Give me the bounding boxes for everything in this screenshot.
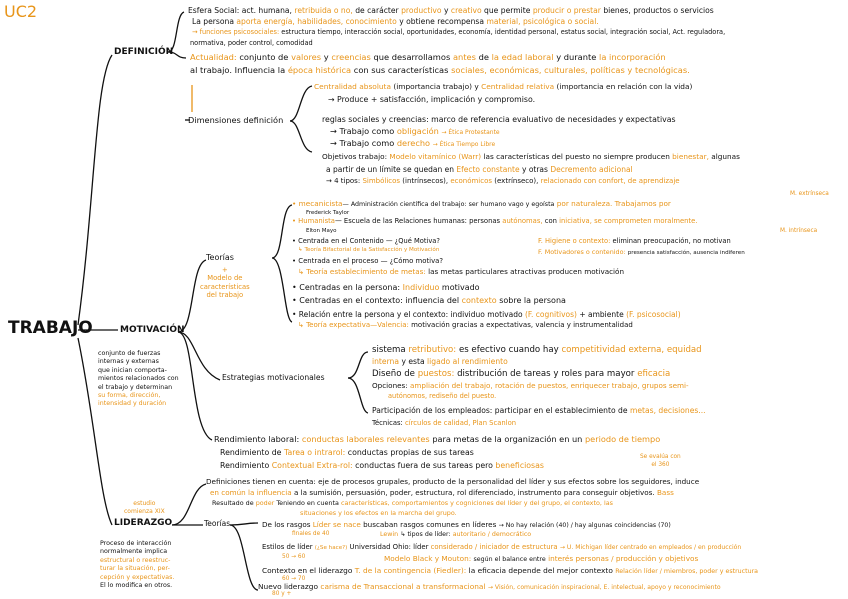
tipos-lider: Lewin ↳ tipos de líder: autoritario / democrático bbox=[380, 531, 532, 538]
dimension-obligacion: → Trabajo como obligación → Ética Protestante bbox=[330, 126, 500, 136]
connector-root-definicion bbox=[78, 55, 112, 325]
dimension-reglas: reglas sociales y creencias: marco de referencia evaluativo de necesidades y expectativas bbox=[322, 115, 676, 124]
definicion-line-5: Actualidad: conjunto de valores y creencias que desarrollamos antes de la edad laboral y durante la incorporación bbox=[190, 52, 666, 62]
estrategias-label: Estrategias motivacionales bbox=[222, 373, 325, 382]
liderazgo-definiciones: Definiciones tienen en cuenta: eje de procesos grupales, producto de la personalidad del líder y sus efectos sobre los seguidores, induce bbox=[206, 477, 700, 486]
teoria-contexto: • Centradas en el contexto: influencia del contexto sobre la persona bbox=[292, 296, 566, 305]
frederick-taylor: Frederick Taylor bbox=[306, 210, 350, 216]
estrategia-retributivo: sistema retributivo: es efectivo cuando hay competitividad externa, equidad bbox=[372, 345, 702, 355]
modelo-black-mouton: Modelo Black y Mouton: según el balance entre interés personas / producción y objetivos bbox=[384, 554, 699, 563]
teoria-rasgos: De los rasgos Líder se nace buscaban rasgos comunes en líderes → No hay relación (40) / hay algunas coincidencias (70) bbox=[262, 520, 671, 529]
liderazgo-estudio: estudio comienza XIX bbox=[124, 500, 165, 515]
motivacion-teorias-label: Teorías bbox=[206, 253, 234, 262]
definicion-line-6: al trabajo. Influencia la época histórica con sus características sociales, económicas, culturales, políticas y tecnológicas. bbox=[190, 65, 690, 75]
evaluacion-360: Se evalúa con el 360 bbox=[640, 454, 681, 468]
factores-higiene: F. Higiene o contexto: eliminan preocupación, no motivan bbox=[538, 237, 731, 245]
dimensiones-label: Dimensiones definición bbox=[188, 115, 284, 125]
teoria-estilos: Estilos de líder (¿Se hace?) Universidad Ohio: líder considerado / iniciador de estructura → U. Michigan líder centrado en empleados / en producción bbox=[262, 543, 742, 551]
definicion-line-1: Esfera Social: act. humana, retribuida o no, de carácter productivo y creativo que permite producir o prestar bienes, productos o servicios bbox=[188, 6, 714, 15]
liderazgo-description: Proceso de interacción normalmente implica estructural o reestruc- turar la situación, per- cepción y expectativas. El lo modifica en otros. bbox=[100, 540, 175, 590]
motivacion-heading: MOTIVACIÓN bbox=[120, 325, 185, 335]
rasgos-periodo: finales de 40 bbox=[292, 531, 330, 537]
factores-motivadores: F. Motivadores o contenido: presencia satisfacción, ausencia indiferen bbox=[538, 248, 745, 256]
teoria-mecanicista: • mecanicista— Administración científica del trabajo: ser humano vago y egoísta por naturaleza. Trabajamos por bbox=[292, 199, 671, 208]
rendimiento-laboral: Rendimiento laboral: conductas laborales relevantes para metas de la organización en un periodo de tiempo bbox=[214, 434, 661, 444]
teoria-contexto-liderazgo: Contexto en el liderazgo T. de la contingencia (Fiedler): la eficacia depende del mejor contexto Relación líder / miembros, poder y estructura bbox=[262, 566, 759, 575]
dimension-objetivos: Objetivos trabajo: Modelo vitamínico (Warr) las características del puesto no siempre producen bienestar, algunas bbox=[322, 152, 740, 161]
teoria-bifactorial: ↳ Teoría Bifactorial de la Satisfacción y Motivación bbox=[298, 247, 440, 253]
motivacion-description: conjunto de fuerzas internas y externas que inician comporta- mientos relacionados con el trabajo y determinan su forma, dirección, intensidad y duración bbox=[98, 350, 179, 408]
liderazgo-teorias-label: Teorías bbox=[204, 519, 231, 528]
estrategia-opciones: Opciones: ampliación del trabajo, rotación de puestos, enriquecer trabajo, grupos semi- bbox=[372, 381, 689, 390]
definicion-line-2: La persona aporta energía, habilidades, conocimiento y obtiene recompensa material, psicológica o social. bbox=[192, 17, 599, 26]
liderazgo-heading: LIDERAZGO bbox=[114, 518, 173, 528]
dimension-centralidad: Centralidad absoluta (importancia trabajo) y Centralidad relativa (importancia en relación con la vida) bbox=[314, 82, 693, 91]
modelo-caracteristicas: + Modelo de características del trabajo bbox=[200, 266, 250, 300]
definicion-line-3: → funciones psicosociales: estructura tiempo, interacción social, oportunidades, economía, identidad personal, estatus social, integración social, Act. reguladora, bbox=[192, 28, 726, 36]
nuevo-periodo: 80 y + bbox=[272, 591, 292, 597]
estrategia-retributivo-2: interna y esta ligado al rendimiento bbox=[372, 357, 508, 366]
teoria-contenido: • Centrada en el Contenido — ¿Qué Motiva? bbox=[292, 237, 440, 245]
dimension-derecho: → Trabajo como derecho → Ética Tiempo Libre bbox=[330, 138, 496, 148]
estrategia-tecnicas: Técnicas: círculos de calidad, Plan Scanlon bbox=[372, 419, 517, 427]
unit-label: UC2 bbox=[4, 2, 38, 21]
estrategia-opciones-2: autónomos, rediseño del puesto. bbox=[388, 392, 497, 400]
m-extrinseca: M. extrínseca bbox=[790, 191, 829, 197]
liderazgo-situaciones: situaciones y los efectos en la marcha del grupo. bbox=[300, 509, 457, 517]
dimension-produce: → Produce + satisfacción, implicación y compromiso. bbox=[328, 95, 536, 104]
teoria-metas: ↳ Teoría establecimiento de metas: las metas particulares atractivas producen motivación bbox=[298, 267, 625, 276]
teoria-proceso: • Centrada en el proceso — ¿Cómo motiva? bbox=[292, 257, 444, 265]
rendimiento-contextual: Rendimiento Contextual Extra-rol: conductas fuera de sus tareas pero beneficiosas bbox=[220, 461, 544, 470]
teoria-expectativa: ↳ Teoría expectativa—Valencia: motivación gracias a expectativas, valencia y instrumentalidad bbox=[298, 321, 633, 329]
root-topic: TRABAJO bbox=[8, 318, 93, 338]
teoria-relacion: • Relación entre la persona y el contexto: individuo motivado (F. cognitivos) + ambiente (F. psicosocial) bbox=[292, 310, 681, 319]
definicion-line-4: normativa, poder control, comodidad bbox=[190, 39, 313, 47]
teoria-humanista: • Humanista— Escuela de las Relaciones humanas: personas autónomas, con iniciativa, se comprometen moralmente. bbox=[292, 217, 698, 225]
m-intrinseca: M. intrínseca bbox=[780, 228, 818, 234]
definicion-heading: DEFINICIÓN bbox=[114, 47, 174, 57]
estrategia-diseno: Diseño de puestos: distribución de tareas y roles para mayor eficacia bbox=[372, 369, 671, 379]
liderazgo-resultado: Resultado de poder Teniendo en cuenta características, comportamientos y cogniciones del líder y del grupo, el contexto, las bbox=[212, 499, 613, 507]
dimension-limite: a partir de un límite se quedan en Efecto constante y otras Decremento adicional bbox=[326, 165, 633, 174]
dimension-tipos: → 4 tipos: Simbólicos (intrínsecos), económicos (extrínseco), relacionado con confort, de aprendizaje bbox=[326, 177, 680, 185]
elton-mayo: Elton Mayo bbox=[306, 228, 337, 234]
teoria-nuevo-liderazgo: Nuevo liderazgo carisma de Transaccional a transformacional → Visión, comunicación inspiracional, E. intelectual, apoyo y reconocimiento bbox=[258, 582, 721, 591]
liderazgo-definiciones-2: en común la influencia a la sumisión, persuasión, poder, estructura, rol diferenciado, instrumento para conseguir objetivos. Bass bbox=[210, 488, 674, 497]
estrategia-participacion: Participación de los empleados: participar en el establecimiento de metas, decisiones... bbox=[372, 406, 706, 415]
teoria-persona: • Centradas en la persona: Individuo motivado bbox=[292, 283, 480, 292]
rendimiento-tarea: Rendimiento de Tarea o intrarol: conductas propias de sus tareas bbox=[220, 448, 474, 457]
contexto-periodo: 60 → 70 bbox=[282, 576, 306, 582]
estilos-periodo: 50 → 60 bbox=[282, 554, 306, 560]
